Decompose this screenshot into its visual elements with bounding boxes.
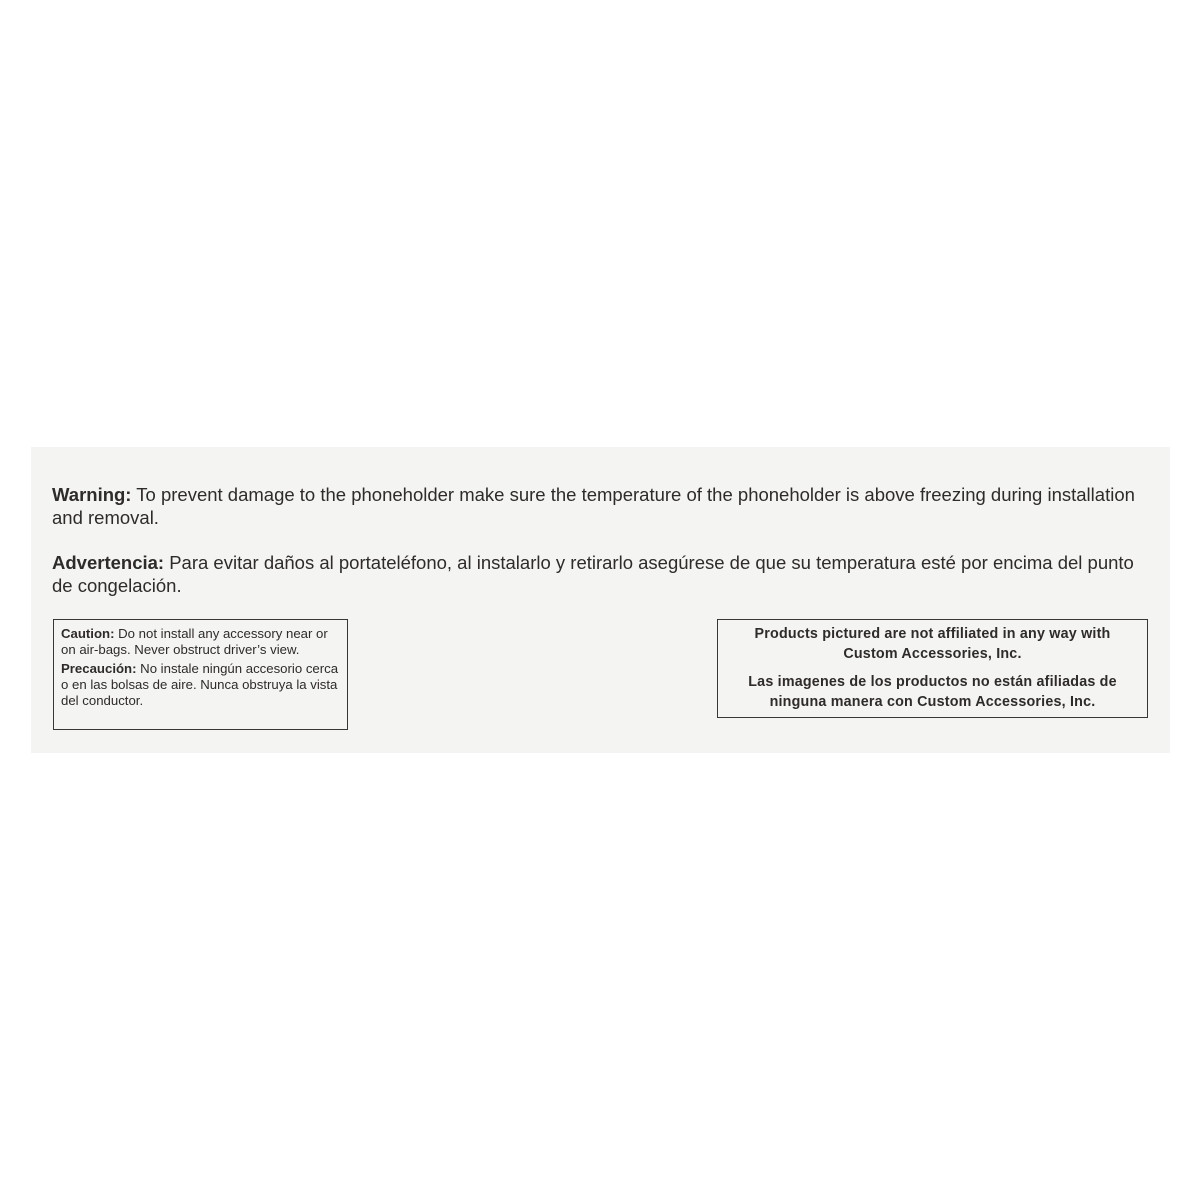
disclaimer-spanish: Las imagenes de los productos no están afiliadas de ninguna manera con Custom Accessories, Inc.: [748, 674, 1117, 710]
advertencia-label: Advertencia:: [52, 552, 165, 573]
caution-text: [61, 626, 340, 658]
caution-label: Caution:: [61, 626, 115, 641]
disclaimer-english: Products pictured are not affiliated in any way with Custom Accessories, Inc.: [754, 626, 1111, 662]
advertencia-text: [52, 551, 1152, 597]
caution-box: [53, 619, 348, 730]
precaucion-body: No instale ningún accesorio cerca o en las bolsas de aire. Nunca obstruya la vista del conductor.: [61, 661, 339, 708]
precaucion-label: Precaución:: [61, 661, 137, 676]
label-panel: [31, 447, 1170, 753]
warning-text: [52, 483, 1152, 529]
advertencia-body: Para evitar daños al portateléfono, al instalarlo y retirarlo asegúrese de que su temperatura esté por encima del punto de congelación.: [52, 552, 1134, 596]
disclaimer-box: [717, 619, 1148, 718]
caution-body: Do not install any accessory near or on air-bags. Never obstruct driver’s view.: [61, 626, 328, 657]
warning-label: Warning:: [52, 484, 132, 505]
precaucion-text: [61, 661, 340, 709]
warning-body: To prevent damage to the phoneholder make sure the temperature of the phoneholder is above freezing during installation and removal.: [52, 484, 1135, 528]
